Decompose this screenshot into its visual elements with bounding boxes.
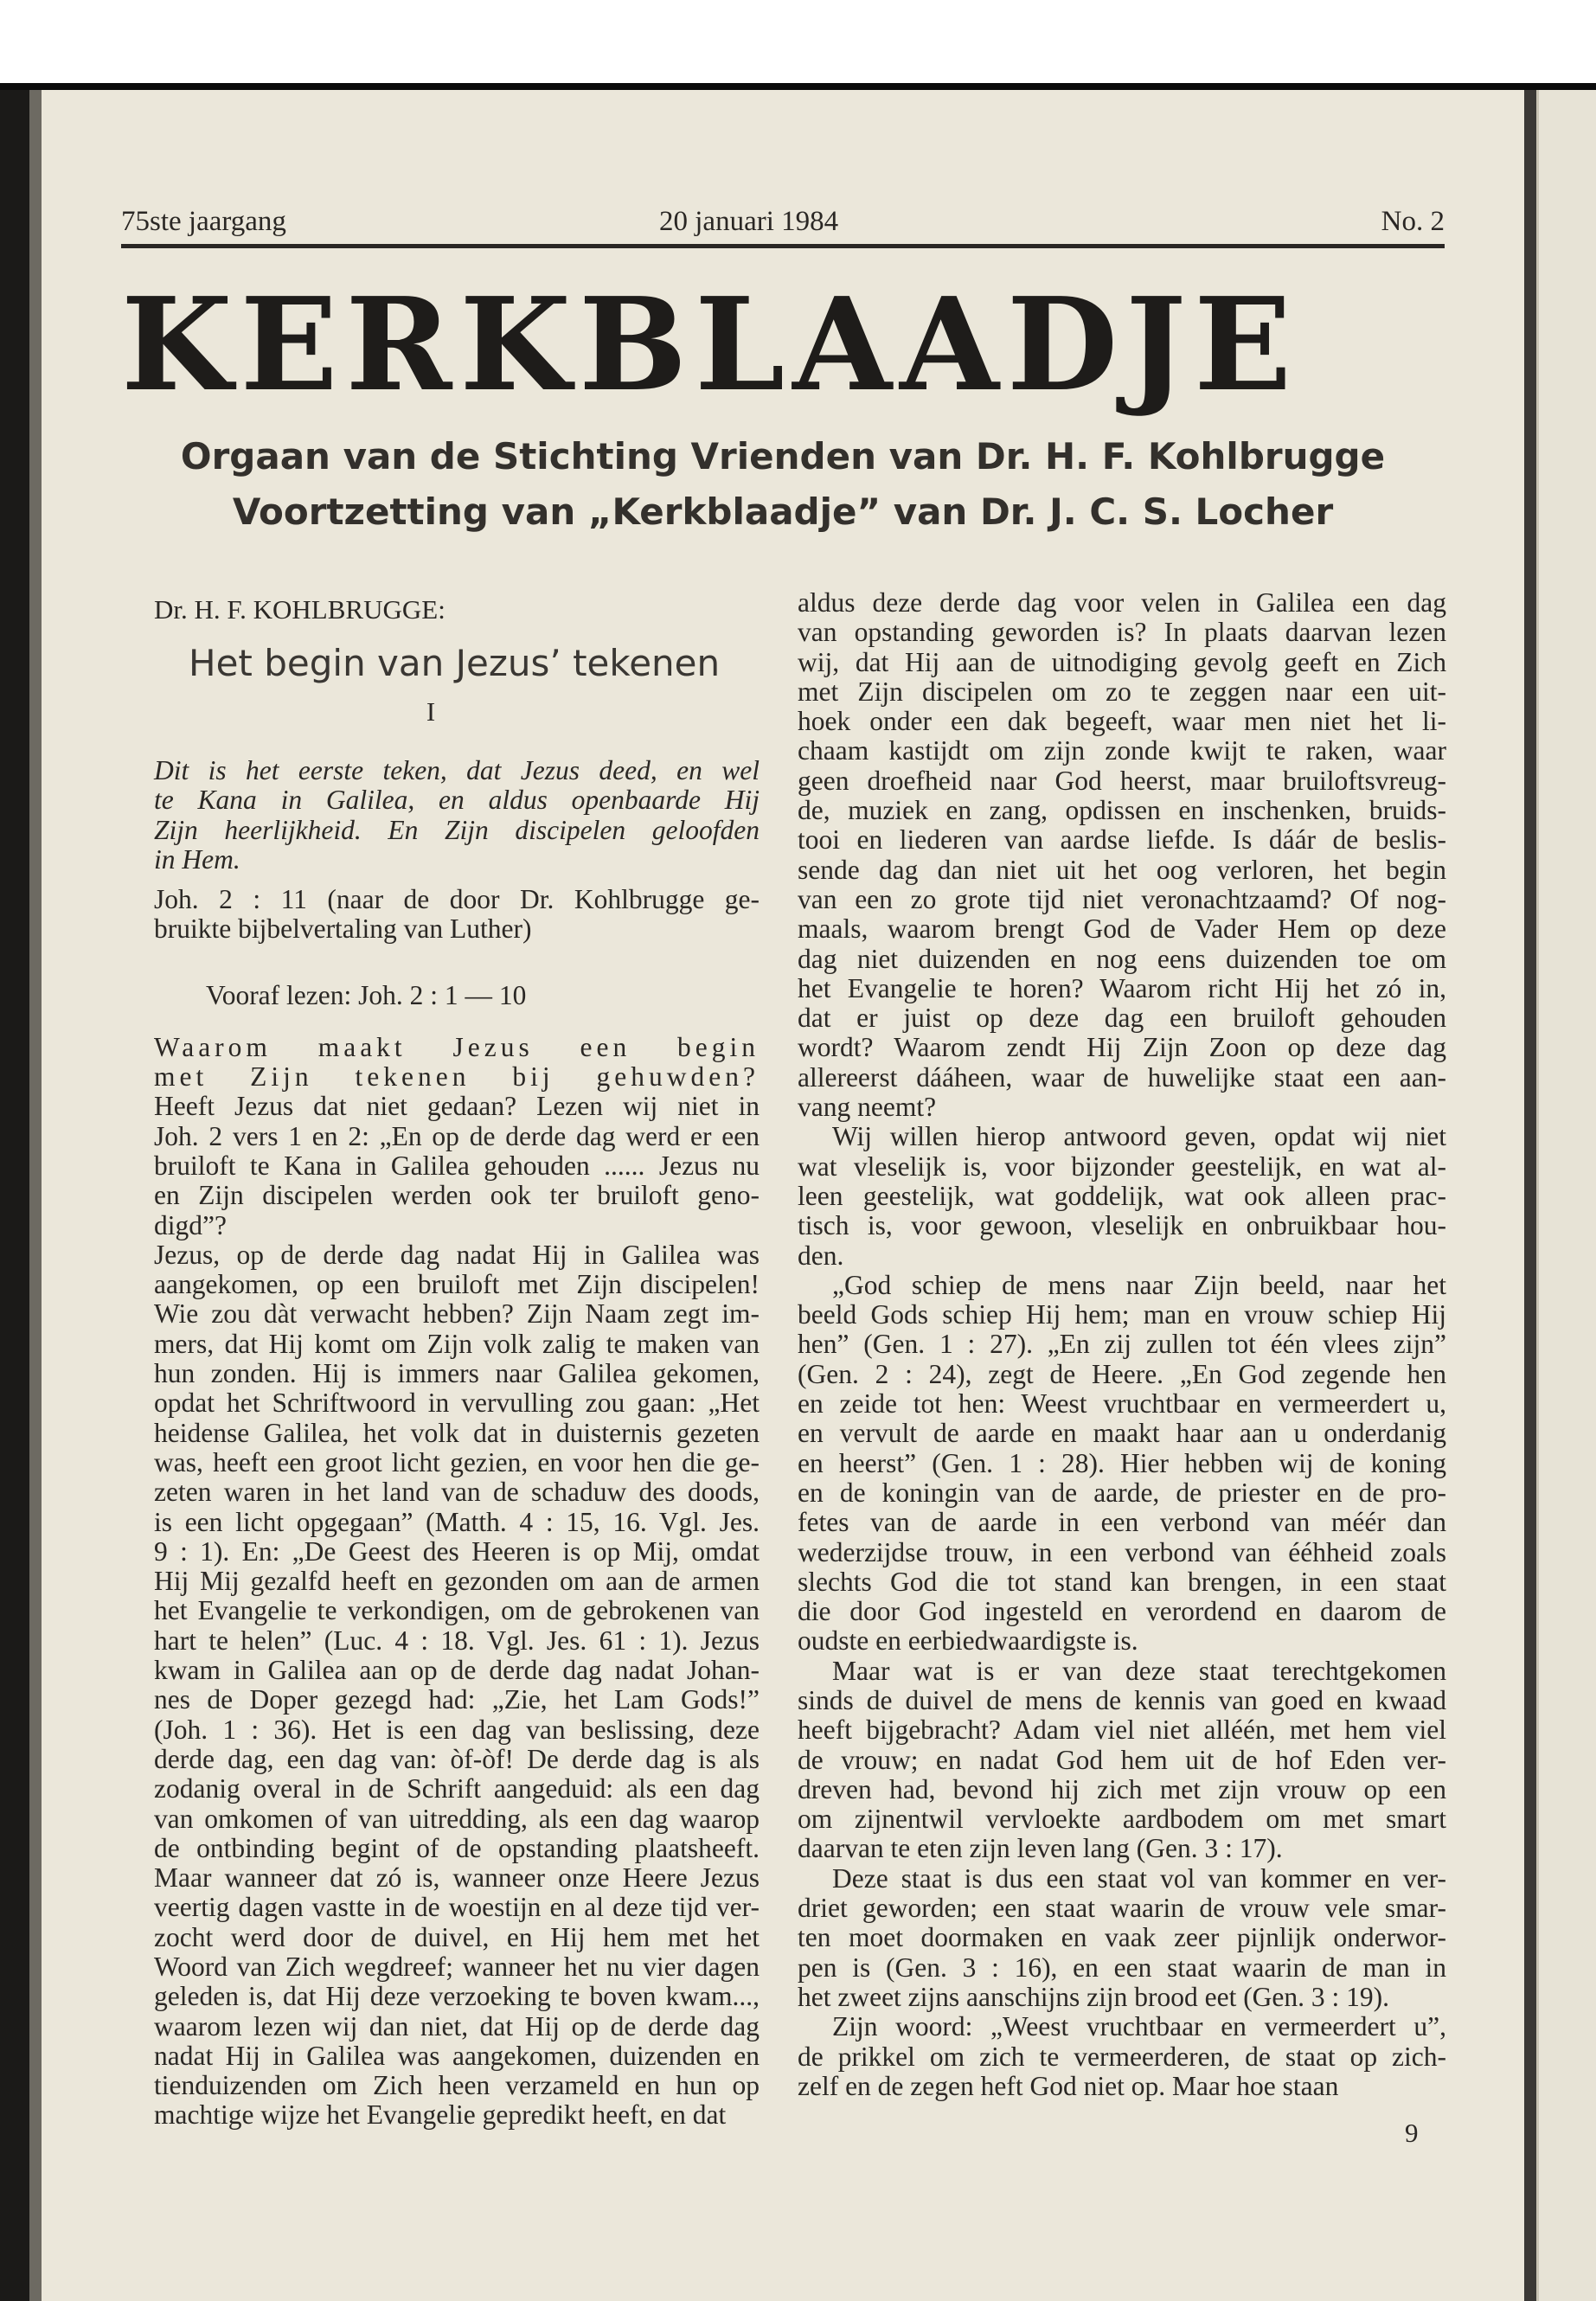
body-line: Maar wanneer dat zó is, wanneer onze Heere Jezus: [154, 1862, 760, 1894]
body-line: van een zo grote tijd niet veronachtzaamd? Of nog-: [798, 883, 1446, 914]
body-line: Wij willen hierop antwoord geven, opdat wij niet: [832, 1121, 1446, 1152]
body-line: en de koningin van de aarde, de priester en de pro-: [798, 1477, 1446, 1508]
body-line: Deze staat is dus een staat vol van kommer en ver-: [832, 1862, 1446, 1894]
issue-date: 20 januari 1984: [659, 206, 839, 237]
body-line: heeft bijgebracht? Adam viel niet alléén, met hem viel: [798, 1715, 1446, 1746]
body-line: (Gen. 2 : 24), zegt de Heere. „En God zegende hen: [798, 1358, 1446, 1389]
body-line: hart te helen” (Luc. 4 : 18. Vgl. Jes. 61 : 1). Jezus: [154, 1625, 760, 1656]
body-line: sinds de duivel de mens de kennis van goed en kwaad: [798, 1684, 1446, 1715]
motto-quote: [154, 756, 760, 875]
body-line: 9 : 1). En: „De Geest des Heeren is op Mij, omdat: [154, 1535, 760, 1567]
body-line: geleden is, dat Hij deze verzoeking te boven kwam...,: [154, 1981, 760, 2012]
body-line: dat er juist op deze dag een bruiloft gehouden: [798, 1003, 1446, 1034]
body-line: vang neemt?: [798, 1092, 937, 1123]
scan-left-edge-shadow: [29, 90, 42, 2301]
body-line: waarom lezen wij dan niet, dat Hij op de derde dag: [154, 2010, 760, 2041]
body-line: leen geestelijk, wat goddelijk, wat ook alleen prac-: [798, 1180, 1446, 1211]
body-line: aangekomen, op een bruiloft met Zijn discipelen!: [154, 1269, 760, 1300]
body-line: maals, waarom brengt God de Vader Hem op deze: [798, 913, 1446, 945]
body-line: wij, dat Hij aan de uitnodiging gevolg geeft en Zich: [798, 646, 1446, 677]
body-line: digd”?: [154, 1209, 227, 1240]
body-line: sende dag dan niet uit het oog verloren, het begin: [798, 854, 1446, 885]
body-line: het Evangelie te verkondigen, om de gebrokenen van: [154, 1595, 760, 1626]
body-line: driet geworden; een staat waarin de vrouw vele smar-: [798, 1893, 1446, 1924]
reference-line: bruikte bijbelvertaling van Luther): [154, 913, 532, 945]
issue-header: [121, 201, 1445, 244]
body-line: die door God ingesteld en verordend en daarom de: [798, 1596, 1446, 1627]
body-line: zodanig overal in de Schrift aangeduid: als een dag: [154, 1773, 760, 1804]
body-line: ten moet doormaken en vaak zeer pijnlijk onderwor-: [798, 1922, 1446, 1953]
body-line: hen” (Gen. 1 : 27). „En zij zullen tot één vlees zijn”: [798, 1329, 1446, 1360]
left-column: [154, 588, 760, 2131]
body-line: Joh. 2 vers 1 en 2: „En op de derde dag werd er een: [154, 1120, 760, 1151]
body-line: dag niet duizenden en nog eens duizenden toe om: [798, 943, 1446, 974]
body-line: nadat Hij in Galilea was aangekomen, duizenden en: [154, 2040, 760, 2071]
motto-line: in Hem.: [154, 843, 240, 875]
body-line: wordt? Waarom zendt Hij Zijn Zoon op deze dag: [798, 1032, 1446, 1063]
body-line: den.: [798, 1240, 844, 1271]
body-line: geen droefheid naar God heerst, maar bruiloftsvreug-: [798, 765, 1446, 796]
body-line: met Zijn tekenen bij gehuwden?: [154, 1061, 760, 1093]
body-line: de ontbinding begint of de opstanding plaatsheeft.: [154, 1832, 760, 1863]
left-body-text: [154, 1033, 760, 2131]
body-line: om zijnentwil vervloekte aardbodem om met smart: [798, 1804, 1446, 1835]
body-line: kwam in Galilea aan op de derde dag nadat Johan-: [154, 1655, 760, 1686]
body-line: aldus deze derde dag voor velen in Galilea een dag: [798, 587, 1446, 618]
body-line: de, muziek en zang, opdissen en inschenken, bruids-: [798, 795, 1446, 826]
scan-left-edge: [0, 90, 29, 2301]
motto-line: Dit is het eerste teken, dat Jezus deed, en wel: [154, 755, 760, 785]
body-line: Jezus, op de derde dag nadat Hij in Galilea was: [154, 1239, 760, 1270]
body-line: en heerst” (Gen. 1 : 28). Hier hebben wij de koning: [798, 1447, 1446, 1478]
body-line: en Zijn discipelen werden ook ter bruiloft geno-: [154, 1180, 760, 1211]
body-line: zeten waren in het land van de schaduw des doods,: [154, 1477, 760, 1508]
body-line: het zweet zijns aanschijns zijn brood eet (Gen. 3 : 19).: [798, 1981, 1390, 2012]
body-line: Wie zou dàt verwacht hebben? Zijn Naam zegt im-: [154, 1298, 760, 1330]
scan-top-border: [0, 83, 1596, 90]
scan-page-stack: [1536, 90, 1596, 2301]
body-line: dreven had, bevond hij zich met zijn vrouw op een: [798, 1773, 1446, 1804]
body-line: wederzijdse trouw, in een verbond van ééhheid zoals: [798, 1536, 1446, 1567]
masthead-title: KERKBLAADJE: [121, 269, 1300, 420]
body-line: en vervult de aarde en maakt haar aan u onderdanig: [798, 1418, 1446, 1449]
body-line: zelf en de zegen heft God niet op. Maar hoe staan: [798, 2070, 1339, 2101]
body-line: en zeide tot hen: Weest vruchtbaar en vermeerdert u,: [798, 1388, 1446, 1420]
subtitle-line-2: Voortzetting van „Kerkblaadje” van Dr. J. C. S. Locher: [232, 490, 1334, 533]
body-line: hoek onder een dak begeeft, waar men niet het li-: [798, 706, 1446, 737]
body-line: is een licht opgegaan” (Matth. 4 : 15, 16. Vgl. Jes.: [154, 1506, 760, 1537]
page-number: 9: [1405, 2118, 1419, 2148]
body-line: machtige wijze het Evangelie gepredikt heeft, en dat: [154, 2099, 727, 2131]
body-line: oudste en eerbiedwaardigste is.: [798, 1625, 1138, 1657]
body-line: „God schiep de mens naar Zijn beeld, naar het: [832, 1269, 1446, 1300]
body-line: chaam kastijdt om zijn zonde kwijt te raken, waar: [798, 735, 1446, 766]
body-line: derde dag, een dag van: òf-òf! De derde dag is als: [154, 1743, 760, 1774]
body-line: allereerst dááheen, waar de huwelijke staat een aan-: [798, 1061, 1446, 1093]
right-column: [798, 588, 1446, 2101]
article-title: Het begin van Jezus’ tekenen: [189, 642, 721, 684]
body-line: de prikkel om zich te vermeerderen, de staat op zich-: [798, 2041, 1446, 2072]
subtitle-line-1: Orgaan van de Stichting Vrienden van Dr. H. F. Kohlbrugge: [180, 435, 1386, 478]
body-line: hun zonden. Hij is immers naar Galilea gekomen,: [154, 1358, 760, 1389]
body-line: heidense Galilea, het volk dat in duisternis gezeten: [154, 1417, 760, 1448]
body-line: opdat het Schriftwoord in vervulling zou gaan: „Het: [154, 1388, 760, 1419]
body-line: pen is (Gen. 3 : 16), en een staat waarin de man in: [798, 1952, 1446, 1983]
motto-line: Zijn heerlijkheid. En Zijn discipelen geloofden: [154, 814, 760, 845]
body-line: Maar wat is er van deze staat terechtgekomen: [832, 1655, 1446, 1686]
body-line: Zijn woord: „Weest vruchtbaar en vermeerdert u”,: [832, 2011, 1446, 2042]
body-line: van omkomen of van uitredding, als een dag waarop: [154, 1803, 760, 1834]
motto-line: te Kana in Galilea, en aldus openbaarde Hij: [154, 785, 760, 816]
bible-reference: [154, 885, 760, 945]
body-line: (Joh. 1 : 36). Het is een dag van beslissing, deze: [154, 1714, 760, 1745]
volume-label: 75ste jaargang: [121, 206, 286, 237]
body-line: wat vleselijk is, voor bijzonder geestelijk, en wat al-: [798, 1150, 1446, 1182]
body-line: zocht werd door de duivel, en Hij hem met het: [154, 1921, 760, 1952]
article-author: Dr. H. F. KOHLBRUGGE:: [154, 594, 445, 625]
body-line: Waarom maakt Jezus een begin: [154, 1031, 760, 1062]
body-line: veertig dagen vastte in de woestijn en al deze tijd ver-: [154, 1892, 760, 1923]
body-line: tooi en liederen van aardse liefde. Is dáár de beslis-: [798, 824, 1446, 856]
body-line: het Evangelie te horen? Waarom richt Hij het zó in,: [798, 972, 1446, 1003]
body-line: beeld Gods schiep Hij hem; man en vrouw schiep Hij: [798, 1299, 1446, 1330]
body-line: bruiloft te Kana in Galilea gehouden ...... Jezus nu: [154, 1150, 760, 1181]
body-line: slechts God die tot stand kan brengen, in een staat: [798, 1566, 1446, 1597]
body-line: Hij Mij gezalfd heeft en gezonden om aan de armen: [154, 1566, 760, 1597]
body-line: tisch is, voor gewoon, vleselijk en onbruikbaar hou-: [798, 1210, 1446, 1241]
issue-number: No. 2: [1381, 206, 1445, 237]
body-line: Woord van Zich wegdreef; wanneer het nu vier dagen: [154, 1951, 760, 1982]
body-line: was, heeft een groot licht gezien, en voor hen die ge-: [154, 1446, 760, 1477]
body-line: daarvan te eten zijn leven lang (Gen. 3 : 17).: [798, 1833, 1283, 1864]
body-line: van opstanding geworden is? In plaats daarvan lezen: [798, 617, 1446, 648]
body-line: mers, dat Hij komt om Zijn volk zalig te maken van: [154, 1328, 760, 1359]
reading-instruction: Vooraf lezen: Joh. 2 : 1 — 10: [206, 979, 527, 1010]
body-line: fetes van de aarde in een verbond van méér dan: [798, 1507, 1446, 1538]
body-line: Heeft Jezus dat niet gedaan? Lezen wij niet in: [154, 1091, 760, 1122]
header-rule: [121, 244, 1445, 248]
body-line: nes de Doper gezegd had: „Zie, het Lam Gods!”: [154, 1684, 760, 1715]
body-line: de vrouw; en nadat God hem uit de hof Eden ver-: [798, 1744, 1446, 1775]
body-line: met Zijn discipelen om zo te zeggen naar een uit-: [798, 676, 1446, 707]
right-body-text: [798, 588, 1446, 2101]
scan-top-margin: [0, 0, 1596, 83]
part-numeral: I: [426, 696, 436, 727]
body-line: tienduizenden om Zich heen verzameld en hun op: [154, 2070, 760, 2101]
scan-right-edge: [1524, 90, 1536, 2301]
reference-line: Joh. 2 : 11 (naar de door Dr. Kohlbrugge ge-: [154, 884, 760, 915]
